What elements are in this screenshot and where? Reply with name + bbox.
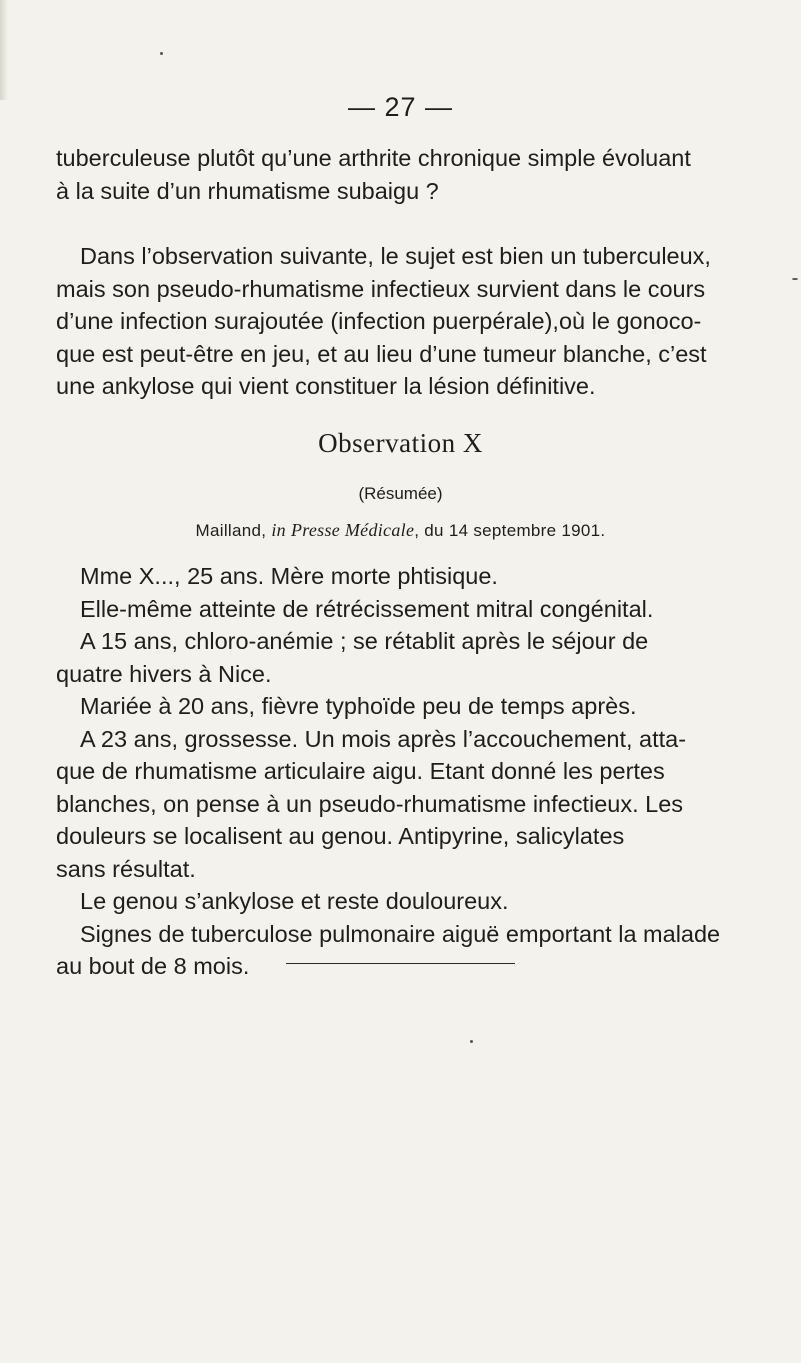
case-line: A 15 ans, chloro-anémie ; se rétablit après le séjour de [80,628,649,654]
case-line: douleurs se localisent au genou. Antipyrine, salicylates [56,823,625,849]
citation-in: in [271,520,286,540]
observation-citation [0,520,801,541]
intro-paragraph [56,142,756,207]
text-line: d’une infection surajoutée (infection puerpérale),où le gonoco- [56,308,702,334]
case-line: Signes de tuberculose pulmonaire aiguë emportant la malade [80,920,721,947]
text-line: que est peut-être en jeu, et au lieu d’une tumeur blanche, c’est [56,340,707,367]
paper-speck [160,52,163,55]
page-edge-shadow [0,0,8,100]
text-line: tuberculeuse plutôt qu’une arthrite chronique simple évoluant [56,145,691,171]
paper-speck [792,278,798,280]
case-line: au bout de 8 mois. [56,953,250,979]
horizontal-rule [286,963,515,964]
case-line: sans résultat. [56,855,196,882]
case-report [56,560,756,983]
citation-journal: Presse Médicale [290,520,415,540]
text-line: mais son pseudo-rhumatisme infectieux survient dans le cours [56,275,706,302]
case-line: Elle-même atteinte de rétrécissement mitral congénital. [80,595,654,622]
page-number: — 27 — [347,92,454,122]
text-line: une ankylose qui vient constituer la lésion définitive. [56,373,596,399]
text-line: Dans l’observation suivante, le sujet est bien un tuberculeux, [80,243,711,269]
case-line: quatre hivers à Nice. [56,660,272,687]
paper-speck [470,1040,473,1043]
observation-heading [0,428,801,459]
observation-heading-word: Observation [318,428,456,458]
case-line: blanches, on pense à un pseudo-rhumatisme infectieux. Les [56,790,684,817]
text-line: à la suite d’un rhumatisme subaigu ? [56,177,439,204]
case-line: que de rhumatisme articulaire aigu. Etant donné les pertes [56,758,665,784]
case-line: Mme X..., 25 ans. Mère morte phtisique. [80,563,498,589]
case-line: Mariée à 20 ans, fièvre typhoïde peu de temps après. [80,693,637,719]
observation-intro-paragraph [56,240,756,403]
citation-author: Mailland, [195,521,267,540]
observation-subtitle: (Résumée) [358,484,443,503]
citation-date: , du 14 septembre 1901. [414,521,606,540]
observation-heading-number: X [462,428,483,458]
case-line: Le genou s’ankylose et reste douloureux. [80,888,509,914]
case-line: A 23 ans, grossesse. Un mois après l’accouchement, atta- [80,725,687,752]
